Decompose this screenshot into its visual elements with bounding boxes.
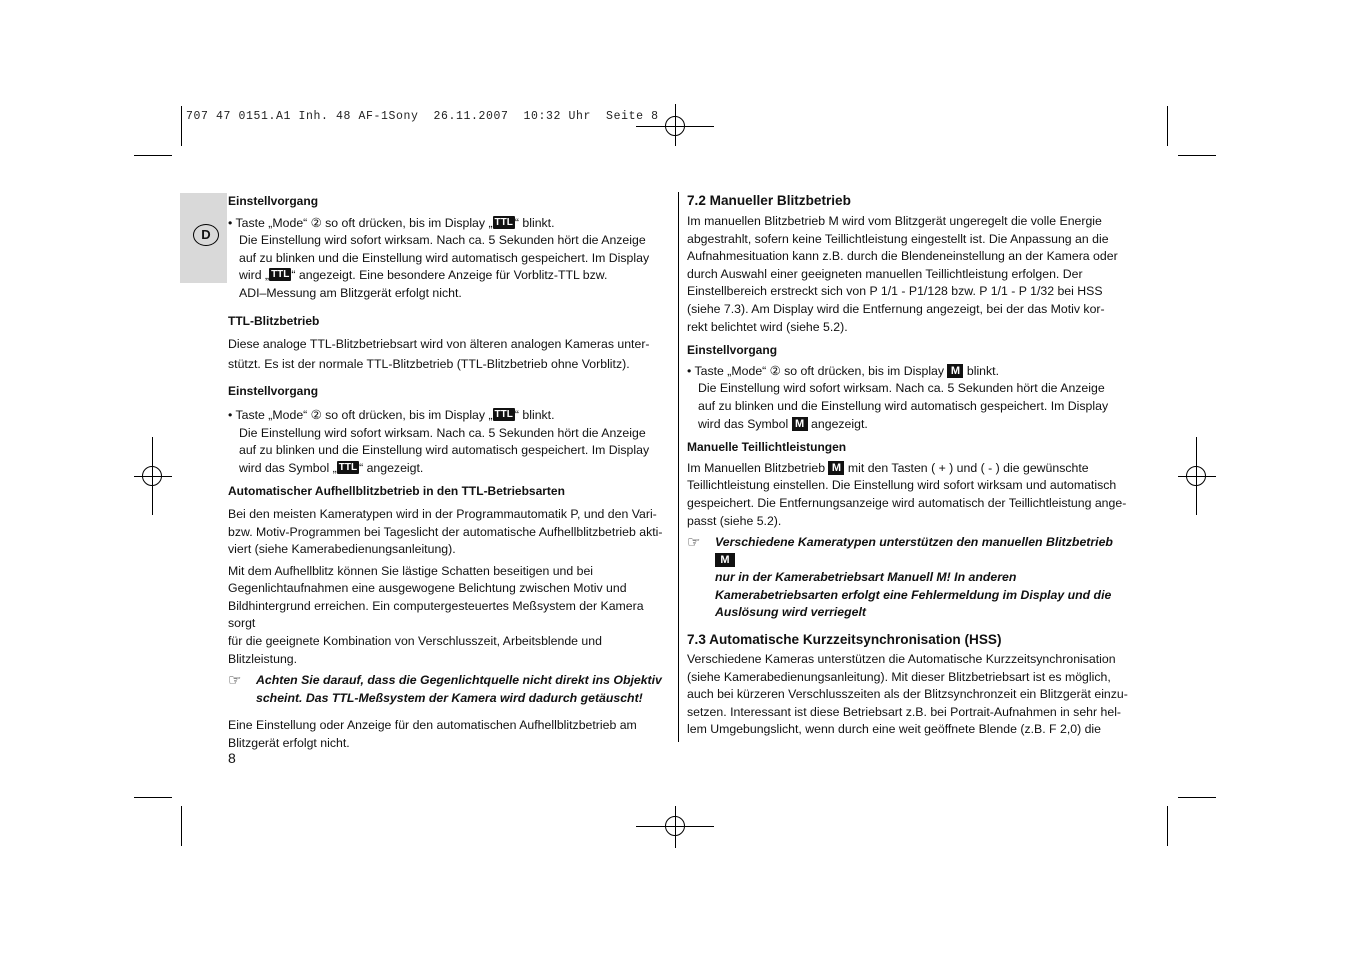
text-line: passt (siehe 5.2). [687, 513, 782, 528]
text-line: Die Einstellung wird sofort wirksam. Nach ca. 5 Sekunden hört die Anzeige [698, 381, 1105, 396]
text-line: Gegenlichtaufnahmen eine ausgewogene Belichtung zwischen Motiv und [228, 581, 627, 596]
text-line: Bei den meisten Kameratypen wird in der Programmautomatik P, und den Vari- [228, 506, 657, 521]
crop-mark [134, 155, 172, 156]
column-separator [678, 192, 679, 742]
ttl-symbol: TTL [494, 216, 513, 228]
crop-mark [181, 806, 182, 846]
crop-mark [1167, 106, 1168, 146]
note-line: Achten Sie darauf, dass die Gegenlichtquelle nicht direkt ins Objektiv [256, 673, 662, 688]
text-line: Teillichtleistung einstellen. Die Einstellung wird sofort wirksam und automatisch [687, 478, 1117, 493]
text-line: wird „ TTL “ angezeigt. Eine besondere Anzeige für Vorblitz-TTL bzw. [239, 268, 608, 283]
text-line: auf zu blinken und die Einstellung wird automatisch gespeichert. Im Display [698, 398, 1109, 413]
left-column [228, 193, 673, 753]
text-line: setzen. Interessant ist diese Betriebsart z.B. bei Portrait-Aufnahmen in sehr hel- [687, 704, 1122, 719]
note-block [687, 534, 1137, 622]
section-heading-7-2: 7.2 Manueller Blitzbetrieb [687, 193, 851, 208]
m-symbol: M [828, 461, 844, 475]
crop-mark [1167, 806, 1168, 846]
text-line: Mit dem Aufhellblitz können Sie lästige Schatten beseitigen und bei [228, 563, 594, 578]
text-line: Im Manuellen Blitzbetrieb M mit den Tasten ( + ) und ( - ) die gewünschte [687, 460, 1089, 475]
note-line: Auslösung wird verriegelt [715, 605, 867, 620]
heading-einstellvorgang: Einstellvorgang [228, 194, 319, 208]
text-line: auf zu blinken und die Einstellung wird automatisch gespeichert. Im Display [239, 250, 650, 265]
text-line: durch Auswahl einer geeigneten manuellen Teillichtleistung erfolgen. Der [687, 266, 1083, 281]
text-line: auf zu blinken und die Einstellung wird automatisch gespeichert. Im Display [239, 443, 650, 458]
text-line: Die Einstellung wird sofort wirksam. Nach ca. 5 Sekunden hört die Anzeige [239, 425, 646, 440]
text-line: (siehe 7.3). Am Display wird die Entfernung angezeigt, bei der das Motiv kor- [687, 301, 1105, 316]
text-line: viert (siehe Kamerabedienungsanleitung). [228, 542, 456, 557]
text-line: wird das Symbol M angezeigt. [698, 416, 868, 431]
text-line: Im manuellen Blitzbetrieb M wird vom Blitzgerät ungeregelt die volle Energie [687, 214, 1102, 228]
pointing-hand-icon: ☞ [687, 534, 701, 552]
text-line: Eine Einstellung oder Anzeige für den automatischen Aufhellblitzbetrieb am [228, 718, 637, 733]
ttl-symbol: TTL [494, 408, 513, 420]
text-line: lem Umgebungslicht, wenn durch eine weit geöffnete Blende (z.B. F 2,0) die [687, 722, 1101, 737]
m-symbol: M [792, 417, 808, 431]
text-line: Einstellbereich erstreckt sich von P 1/1 - P1/128 bzw. P 1/1 - P 1/32 bei HSS [687, 284, 1103, 299]
text-line: Diese analoge TTL-Blitzbetriebsart wird von älteren analogen Kameras unter- [228, 337, 650, 352]
section-heading-7-3: 7.3 Automatische Kurzzeitsynchronisation (HSS) [687, 632, 1002, 648]
crop-mark [1178, 797, 1216, 798]
heading-auto-aufhellblitz: Automatischer Aufhellblitzbetrieb in den TTL-Betriebsarten [228, 484, 565, 499]
note-line: scheint. Das TTL-Meßsystem der Kamera wird dadurch getäuscht! [256, 690, 643, 705]
text-line: Bildhintergrund erreichen. Ein computergesteuertes Meßsystem der Kamera sorgt [228, 598, 644, 631]
text-line: (siehe Kamerabedienungsanleitung). Mit dieser Blitzbetriebsart ist es möglich, [687, 669, 1111, 684]
crop-mark [181, 106, 182, 146]
heading-manuelle-teillichtleistungen: Manuelle Teillichtleistungen [687, 440, 847, 455]
text-line: rekt belichtet wird (siehe 5.2). [687, 319, 848, 334]
text-line: abgestrahlt, sofern keine Teillichtleistung eingestellt ist. Die Anpassung an die [687, 231, 1109, 246]
language-tab-label: D [193, 224, 219, 246]
text-line: auch bei kürzeren Verschlusszeiten als der Blitzsynchronzeit ein Blitzgerät einzu- [687, 687, 1128, 702]
text-line: Blitzleistung. [228, 651, 298, 666]
text-line: bzw. Motiv-Programmen bei Tageslicht der automatische Aufhellblitzbetrieb akti- [228, 524, 663, 539]
text-line: wird das Symbol „ TTL “ angezeigt. [239, 460, 424, 475]
page-number: 8 [228, 750, 236, 766]
crop-mark [1178, 155, 1216, 156]
ttl-symbol: TTL [271, 269, 290, 281]
bullet-line: • Taste „Mode“ ② so oft drücken, bis im Display „ TTL “ blinkt. [228, 407, 555, 422]
heading-einstellvorgang: Einstellvorgang [228, 384, 319, 399]
print-header: 707 47 0151.A1 Inh. 48 AF-1Sony 26.11.2007 10:32 Uhr Seite 8 [186, 110, 659, 123]
text-line: Aufnahmesituation kann z.B. durch die Blendeneinstellung an der Kamera oder [687, 249, 1118, 264]
bullet-line: • Taste „Mode“ ② so oft drücken, bis im Display „ TTL “ blinkt. [228, 215, 555, 230]
pointing-hand-icon: ☞ [228, 672, 242, 690]
text-line: Die Einstellung wird sofort wirksam. Nach ca. 5 Sekunden hört die Anzeige [239, 233, 646, 248]
ttl-symbol: TTL [338, 461, 358, 473]
text-line: gespeichert. Die Entfernungsanzeige wird automatisch der Teillichtleistung ange- [687, 495, 1127, 510]
bullet-line: • Taste „Mode“ ② so oft drücken, bis im Display M blinkt. [687, 363, 999, 378]
text-line: Blitzgerät erfolgt nicht. [228, 736, 350, 751]
text-line: für die geeignete Kombination von Verschlusszeit, Arbeitsblende und [228, 634, 602, 649]
m-symbol: M [947, 364, 963, 378]
note-line: Kamerabetriebsarten erfolgt eine Fehlermeldung im Display und die [715, 587, 1112, 602]
note-line: nur in der Kamerabetriebsart Manuell M! In anderen [715, 570, 1017, 585]
note-line: Verschiedene Kameratypen unterstützen den manuellen Blitzbetrieb M [715, 535, 1113, 566]
text-line: ADI–Messung am Blitzgerät erfolgt nicht. [239, 285, 462, 300]
text-line: stützt. Es ist der normale TTL-Blitzbetrieb (TTL-Blitzbetrieb ohne Vorblitz). [228, 356, 630, 371]
heading-ttl-blitzbetrieb: TTL-Blitzbetrieb [228, 313, 320, 328]
note-block [228, 672, 673, 707]
crop-mark [134, 797, 172, 798]
right-column [687, 192, 1137, 739]
text-line: Verschiedene Kameras unterstützen die Automatische Kurzzeitsynchronisation [687, 652, 1116, 667]
m-symbol: M [715, 553, 735, 567]
heading-einstellvorgang: Einstellvorgang [687, 343, 778, 358]
